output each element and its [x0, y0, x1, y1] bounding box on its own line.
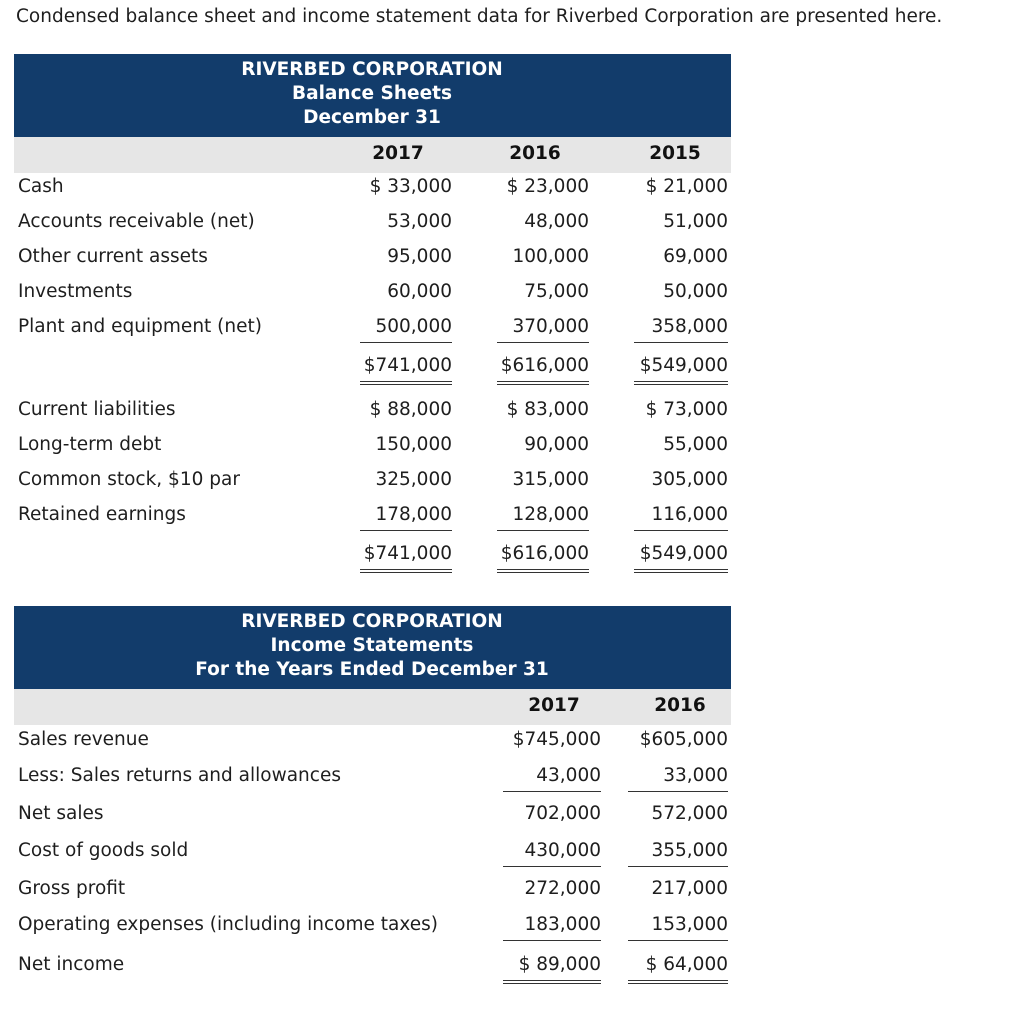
row-label: Sales revenue	[18, 729, 149, 750]
row-label: Long-term debt	[18, 434, 162, 455]
row-label: Cash	[18, 176, 64, 197]
is-year-header	[14, 689, 731, 725]
row-label: Net income	[18, 954, 125, 975]
table-row	[14, 430, 734, 460]
value-2016: $ 64,000	[628, 950, 728, 984]
row-label: Current liabilities	[18, 399, 176, 420]
value-2017: $745,000	[512, 729, 601, 750]
row-label: Operating expenses (including income taxes)	[18, 914, 438, 935]
table-row	[14, 207, 734, 237]
value-2016: $ 83,000	[506, 399, 589, 420]
is-title-period: For the Years Ended December 31	[195, 659, 549, 680]
value-2015: 50,000	[663, 281, 728, 302]
value-2016: 370,000	[497, 312, 589, 343]
value-2016: 355,000	[628, 836, 728, 867]
total-2017: $741,000	[360, 539, 452, 573]
row-label: Retained earnings	[18, 504, 186, 525]
table-row	[14, 465, 734, 495]
table-row	[14, 761, 734, 791]
value-2015: $ 21,000	[645, 176, 728, 197]
value-2015: 116,000	[634, 500, 728, 531]
value-2017: $ 33,000	[369, 176, 452, 197]
value-2017: 43,000	[503, 761, 601, 792]
value-2017: $ 88,000	[369, 399, 452, 420]
value-2016: 90,000	[524, 434, 589, 455]
value-2017: 325,000	[375, 469, 452, 490]
table-row	[14, 500, 734, 530]
value-2017: 53,000	[387, 211, 452, 232]
value-2016: 128,000	[497, 500, 589, 531]
table-row	[14, 172, 734, 202]
bs-title-company: RIVERBED CORPORATION	[241, 59, 503, 80]
value-2016: $605,000	[639, 729, 728, 750]
bs-year-header	[14, 137, 731, 173]
liabilities-total-row	[14, 539, 734, 569]
value-2016: 315,000	[512, 469, 589, 490]
value-2016: 153,000	[628, 910, 728, 941]
bs-title-date: December 31	[303, 107, 441, 128]
row-label: Gross profit	[18, 878, 126, 899]
table-row	[14, 242, 734, 272]
row-label: Plant and equipment (net)	[18, 316, 262, 337]
total-2016: $616,000	[497, 539, 589, 573]
assets-total-row	[14, 351, 734, 381]
value-2015: 69,000	[663, 246, 728, 267]
income-statement-header	[14, 606, 731, 689]
value-2017: 500,000	[360, 312, 452, 343]
value-2016: 75,000	[524, 281, 589, 302]
net-income-row	[14, 950, 734, 980]
value-2017: 430,000	[503, 836, 601, 867]
row-label: Cost of goods sold	[18, 840, 189, 861]
value-2017: 95,000	[387, 246, 452, 267]
bs-year-2016: 2016	[509, 143, 561, 164]
value-2017: $ 89,000	[503, 950, 601, 984]
total-2015: $549,000	[634, 351, 728, 385]
total-2016: $616,000	[497, 351, 589, 385]
intro-text: Condensed balance sheet and income statement data for Riverbed Corporation are presented here.	[16, 6, 943, 27]
row-label: Investments	[18, 281, 133, 302]
value-2015: 51,000	[663, 211, 728, 232]
row-label: Accounts receivable (net)	[18, 211, 255, 232]
row-label: Common stock, $10 par	[18, 469, 240, 490]
value-2017: 183,000	[503, 910, 601, 941]
table-row	[14, 312, 734, 342]
table-row	[14, 395, 734, 425]
value-2016: $ 23,000	[506, 176, 589, 197]
row-label: Other current assets	[18, 246, 208, 267]
bs-title-statement: Balance Sheets	[292, 83, 452, 104]
value-2016: 217,000	[651, 878, 728, 899]
value-2016: 48,000	[524, 211, 589, 232]
value-2015: 358,000	[634, 312, 728, 343]
value-2017: 60,000	[387, 281, 452, 302]
value-2016: 33,000	[628, 761, 728, 792]
value-2017: 702,000	[524, 803, 601, 824]
table-row	[14, 910, 734, 940]
table-row	[14, 874, 734, 904]
is-year-2016: 2016	[654, 695, 706, 716]
value-2017: 178,000	[360, 500, 452, 531]
bs-year-2017: 2017	[372, 143, 424, 164]
table-row	[14, 836, 734, 866]
value-2016: 572,000	[651, 803, 728, 824]
table-row	[14, 725, 734, 755]
balance-sheet-header	[14, 54, 731, 137]
total-2015: $549,000	[634, 539, 728, 573]
row-label: Net sales	[18, 803, 104, 824]
value-2015: 55,000	[663, 434, 728, 455]
total-2017: $741,000	[360, 351, 452, 385]
value-2016: 100,000	[512, 246, 589, 267]
value-2017: 272,000	[524, 878, 601, 899]
is-title-company: RIVERBED CORPORATION	[241, 611, 503, 632]
table-row	[14, 277, 734, 307]
bs-year-2015: 2015	[649, 143, 701, 164]
row-label: Less: Sales returns and allowances	[18, 765, 341, 786]
value-2017: 150,000	[375, 434, 452, 455]
is-title-statement: Income Statements	[270, 635, 474, 656]
is-year-2017: 2017	[528, 695, 580, 716]
table-row	[14, 799, 734, 829]
value-2015: $ 73,000	[645, 399, 728, 420]
value-2015: 305,000	[651, 469, 728, 490]
